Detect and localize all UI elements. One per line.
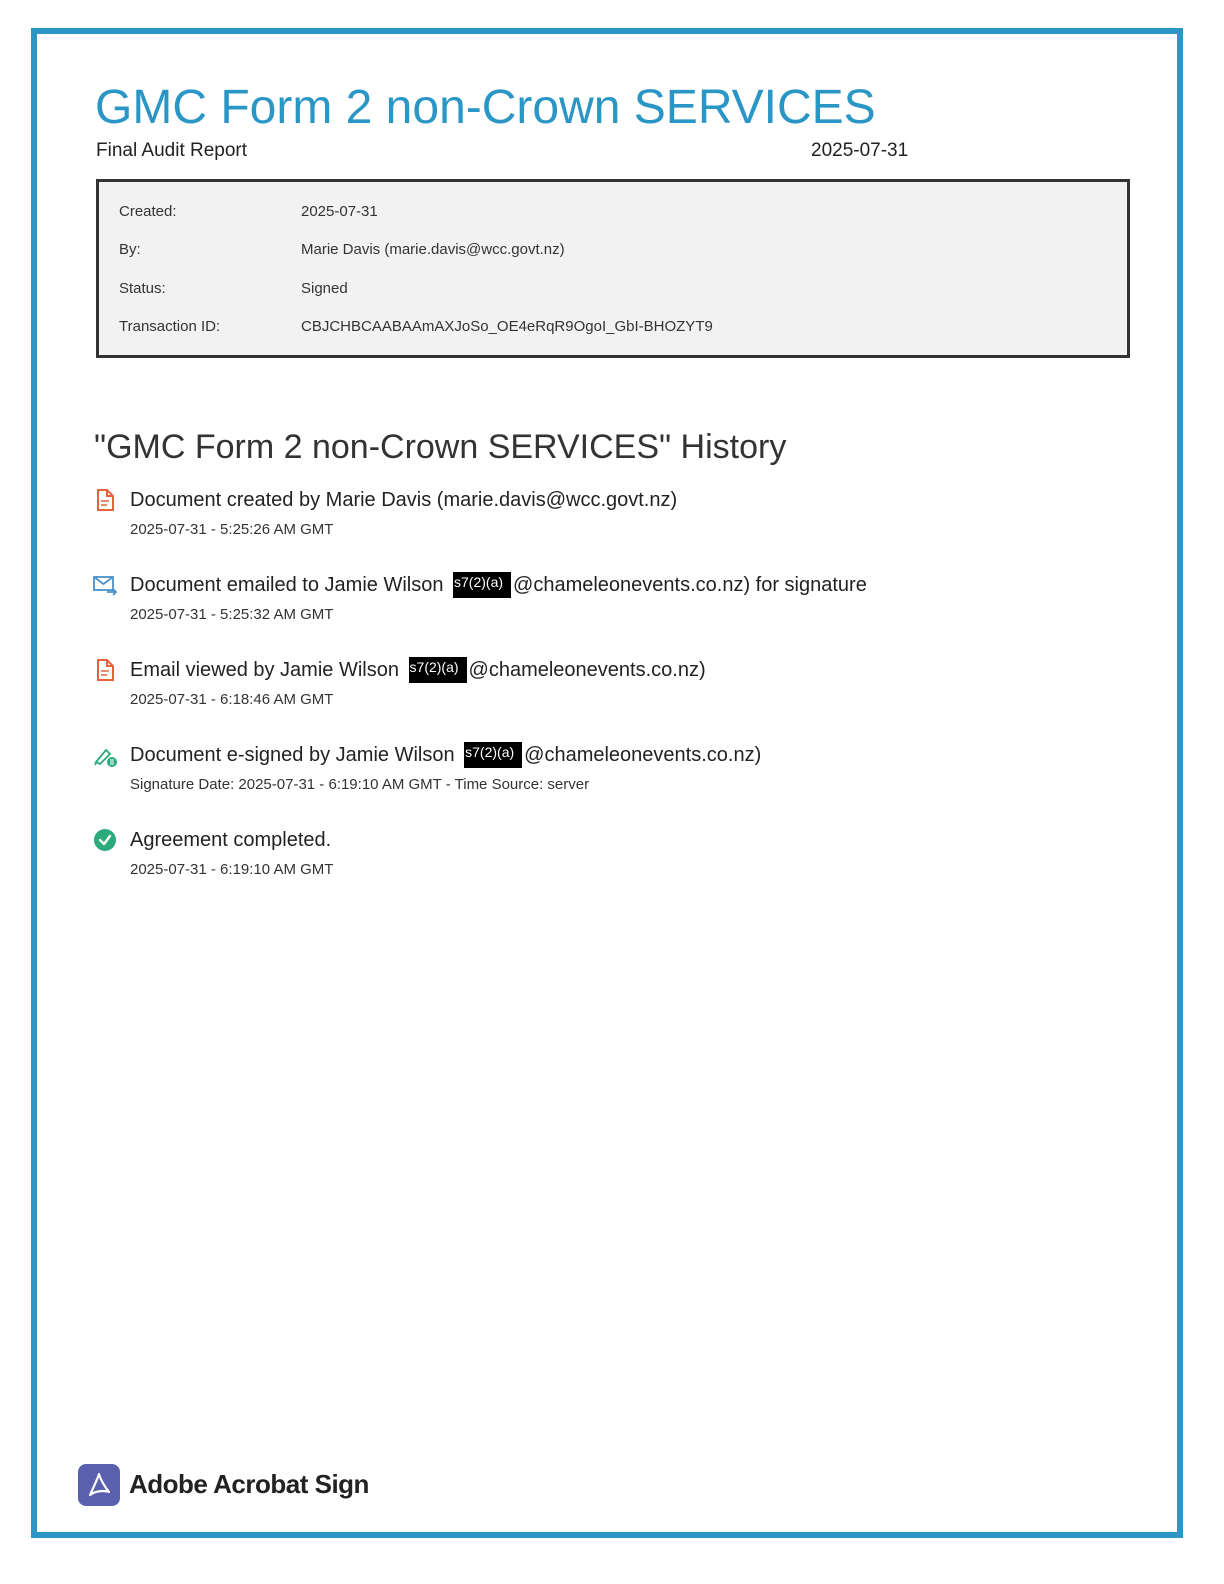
event-text-before: Document e-signed by Jamie Wilson [130,744,461,766]
redaction-label: s7(2)(a) [454,574,504,590]
redaction-label: s7(2)(a) [409,659,459,675]
redaction-block [453,572,511,598]
event-timestamp: 2025-07-31 - 6:18:46 AM GMT [130,691,334,708]
event-description: Document created by Marie Davis (marie.davis@wcc.govt.nz) [130,489,678,511]
status-label: Status: [119,280,166,297]
event-timestamp: 2025-07-31 - 5:25:26 AM GMT [130,521,334,538]
event-text-before: Document emailed to Jamie Wilson [130,574,450,596]
by-value: Marie Davis (marie.davis@wcc.govt.nz) [301,241,565,258]
event-text-after: @chameleonevents.co.nz) [468,659,706,681]
acrobat-sign-icon [78,1464,120,1506]
e-signed-icon [92,742,118,768]
agreement-completed-icon [92,827,118,853]
event-timestamp: Signature Date: 2025-07-31 - 6:19:10 AM GMT - Time Source: server [130,776,590,793]
document-created-icon [92,487,118,513]
redaction-block [409,657,467,683]
event-text-after: @chameleonevents.co.nz) [524,744,762,766]
transaction-label: Transaction ID: [119,318,221,335]
brand-name: Adobe Acrobat Sign [129,1469,369,1499]
document-title: GMC Form 2 non-Crown SERVICES [95,81,876,134]
report-subtitle: Final Audit Report [96,140,248,161]
event-timestamp: 2025-07-31 - 6:19:10 AM GMT [130,861,334,878]
status-value: Signed [301,280,348,297]
event-text-after: @chameleonevents.co.nz) for signature [513,574,867,596]
transaction-value: CBJCHBCAABAAmAXJoSo_OE4eRqR9OgoI_GbI-BHOZYT9 [301,318,713,335]
by-label: By: [119,241,141,258]
created-label: Created: [119,203,177,220]
report-date: 2025-07-31 [811,140,909,161]
redaction-label: s7(2)(a) [465,744,515,760]
created-value: 2025-07-31 [301,203,378,220]
redaction-block [464,742,522,768]
email-sent-icon [92,572,118,598]
event-description [130,742,761,768]
event-description [130,657,706,683]
summary-box [96,179,1130,358]
email-viewed-icon [92,657,118,683]
event-timestamp: 2025-07-31 - 5:25:32 AM GMT [130,606,334,623]
event-text-before: Email viewed by Jamie Wilson [130,659,405,681]
event-description [130,572,867,598]
event-description: Agreement completed. [130,829,332,851]
history-title: "GMC Form 2 non-Crown SERVICES" History [94,428,787,466]
